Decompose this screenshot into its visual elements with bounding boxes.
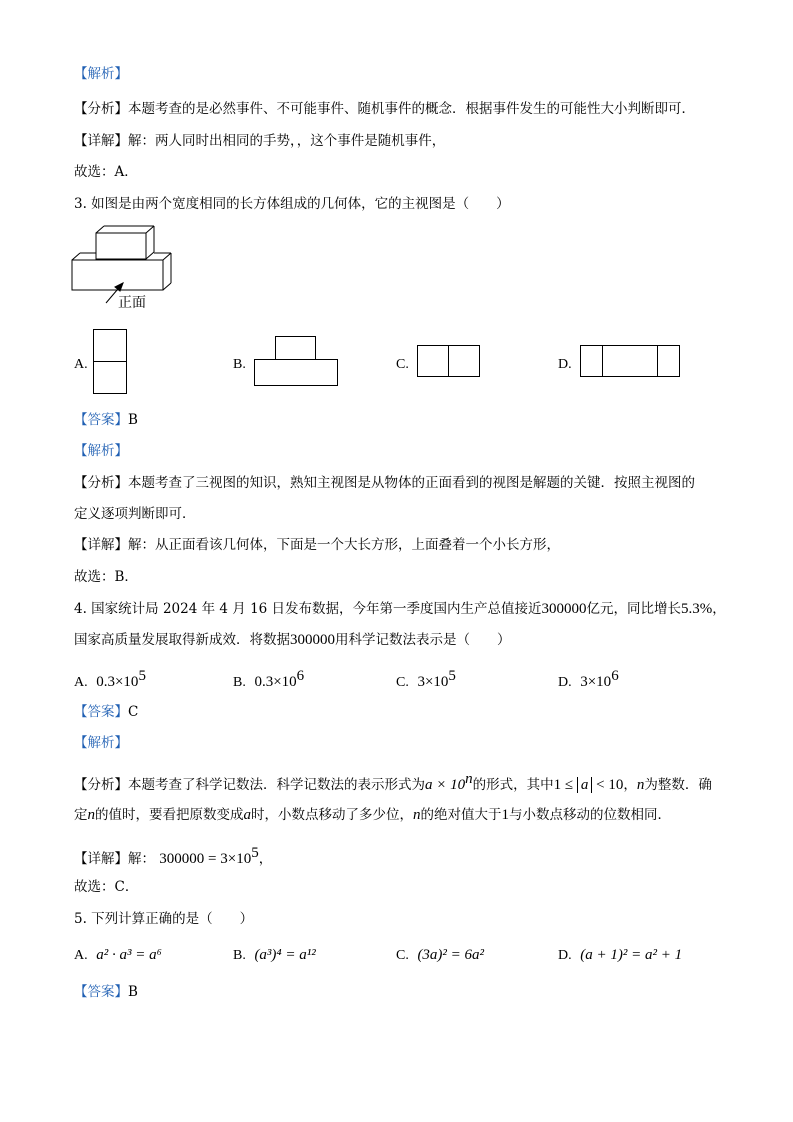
q4-fenxi-line2: 定n的值时，要看把原数变成a时，小数点移动了多少位，n的绝对值大于1与小数点移动的位数相同． bbox=[74, 807, 671, 823]
q2-xiangjie: 【详解】解：两人同时出相同的手势，，这个事件是随机事件， bbox=[74, 133, 446, 149]
q3-option-c-figure bbox=[417, 345, 480, 378]
q3-option-d-figure bbox=[580, 345, 681, 378]
q4-option-c: C. $3\times 10^5$ bbox=[396, 668, 456, 690]
q3-jiexi-tag: 【解析】 bbox=[74, 443, 128, 459]
q3-stem: 3. 如图是由两个宽度相同的长方体组成的几何体，它的主视图是（ ） bbox=[74, 196, 510, 212]
q5-option-d: D. (a + 1)² = a² + 1 bbox=[558, 947, 683, 963]
q4-stem-line1: 4. 国家统计局 2024 年 4 月 16 日发布数据，今年第一季度国内生产总值接近300000亿元，同比增长5.3%， bbox=[74, 601, 726, 617]
q4-guxuan: 故选：C． bbox=[74, 879, 139, 895]
q2-fenxi: 【分析】本题考查的是必然事件、不可能事件、随机事件的概念．根据事件发生的可能性大小判断即可． bbox=[74, 101, 695, 117]
q4-fenxi-line1: 【分析】本题考查了科学记数法．科学记数法的表示形式为$a \times 10^n$的形式，其中1 ≤ a < 10，n为整数．确 bbox=[74, 771, 712, 793]
q3-guxuan: 故选：B． bbox=[74, 569, 138, 585]
q4-option-d: D. $3\times 10^6$ bbox=[558, 668, 619, 690]
q5-option-b: B. (a³)⁴ = a¹² bbox=[233, 947, 316, 963]
q4-jiexi-tag: 【解析】 bbox=[74, 735, 128, 751]
q5-option-a: A. a² · a³ = a⁶ bbox=[74, 947, 162, 963]
q3-option-b-label: B. bbox=[233, 357, 246, 372]
q4-stem-line2: 国家高质量发展取得新成效．将数据300000用科学记数法表示是（ ） bbox=[74, 632, 511, 648]
q3-figure-label: 正面 bbox=[118, 295, 146, 311]
jiexi-tag: 【解析】 bbox=[74, 66, 128, 82]
q3-xiangjie: 【详解】解：从正面看该几何体，下面是一个大长方形，上面叠着一个小长方形， bbox=[74, 537, 560, 553]
q3-answer: 【答案】B bbox=[74, 412, 138, 428]
q5-option-c: C. (3a)² = 6a² bbox=[396, 947, 485, 963]
q5-answer: 【答案】B bbox=[74, 984, 138, 1000]
q4-xiangjie: 【详解】解： $300000 = 3\times 10^5$， bbox=[74, 845, 273, 867]
q4-option-b: B. $0.3\times 10^6$ bbox=[233, 668, 305, 690]
q3-option-a-figure bbox=[93, 329, 127, 395]
q3-fenxi-line2: 定义逐项判断即可． bbox=[74, 506, 196, 522]
q2-guxuan: 故选：A． bbox=[74, 164, 138, 180]
q3-option-a-label: A. bbox=[74, 357, 88, 372]
q3-option-b-figure bbox=[254, 336, 338, 387]
q3-option-c-label: C. bbox=[396, 357, 409, 372]
q4-option-a: A. $0.3\times 10^5$ bbox=[74, 668, 146, 690]
q4-answer: 【答案】C bbox=[74, 704, 139, 720]
q3-fenxi-line1: 【分析】本题考查了三视图的知识，熟知主视图是从物体的正面看到的视图是解题的关键．按照主视图的 bbox=[74, 475, 695, 491]
q3-option-d-label: D. bbox=[558, 357, 572, 372]
q5-stem: 5. 下列计算正确的是（ ） bbox=[74, 911, 254, 927]
